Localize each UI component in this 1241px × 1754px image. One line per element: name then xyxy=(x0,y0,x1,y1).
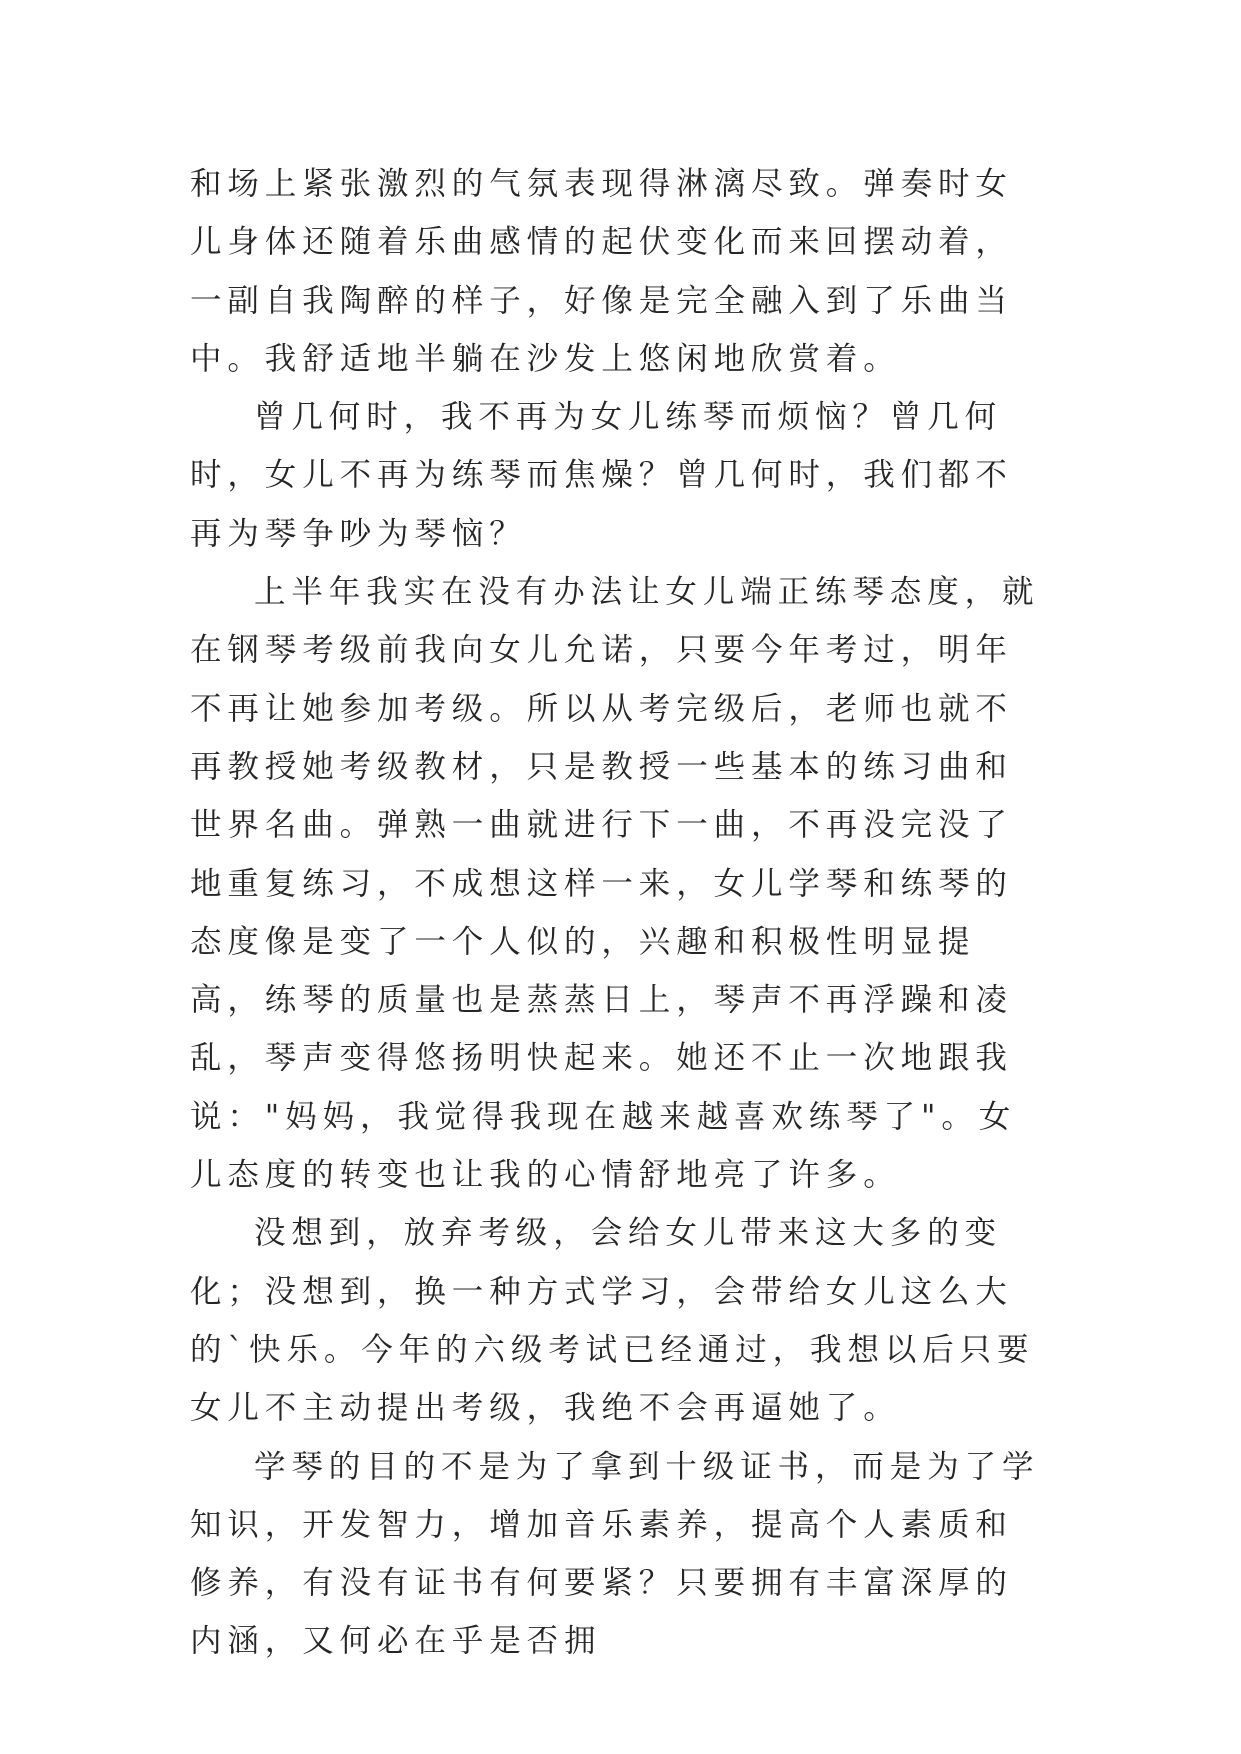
paragraph-3: 上半年我实在没有办法让女儿端正练琴态度，就在钢琴考级前我向女儿允诺，只要今年考过，明年不再让她参加考级。所以从考完级后，老师也就不再教授她考级教材，只是教授一些基本的练习曲和世界名曲。弹熟一曲就进行下一曲，不再没完没了地重复练习，不成想这样一来，女儿学琴和练琴的态度像是变了一个人似的，兴趣和积极性明显提高，练琴的质量也是蒸蒸日上，琴声不再浮躁和凌乱，琴声变得悠扬明快起来。她还不止一次地跟我说："妈妈，我觉得我现在越来越喜欢练琴了"。女儿态度的转变也让我的心情舒地亮了许多。 xyxy=(190,574,1040,1194)
paragraph-5: 学琴的目的不是为了拿到十级证书，而是为了学知识，开发智力，增加音乐素养，提高个人素质和修养，有没有证书有何要紧？只要拥有丰富深厚的内涵，又何必在乎是否拥 xyxy=(190,1448,1040,1660)
paragraph-1: 和场上紧张激烈的气氛表现得淋漓尽致。弹奏时女儿身体还随着乐曲感情的起伏变化而来回摆动着，一副自我陶醉的样子，好像是完全融入到了乐曲当中。我舒适地半躺在沙发上悠闲地欣赏着。 xyxy=(190,166,1013,377)
paragraph-2: 曾几何时，我不再为女儿练琴而烦恼？曾几何时，女儿不再为练琴而焦燥？曾几何时，我们都不再为琴争吵为琴恼？ xyxy=(190,399,1013,552)
body-text xyxy=(190,155,1050,1671)
paragraph-4: 没想到，放弃考级，会给女儿带来这大多的变化；没想到，换一种方式学习，会带给女儿这么大的`快乐。今年的六级考试已经通过，我想以后只要女儿不主动提出考级，我绝不会再逼她了。 xyxy=(190,1215,1035,1427)
